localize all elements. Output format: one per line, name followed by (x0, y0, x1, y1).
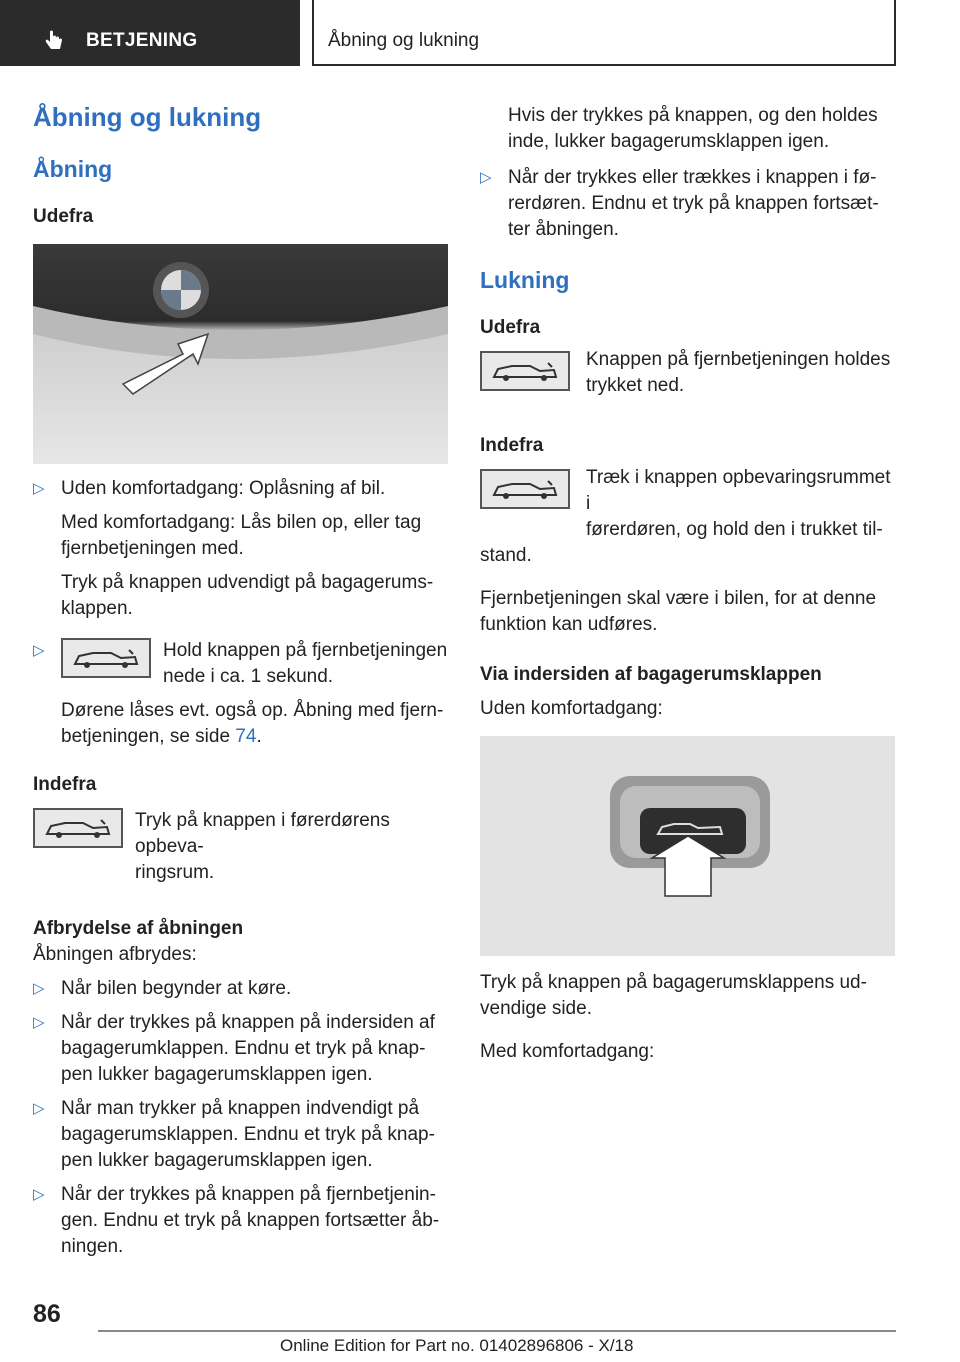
page-header (312, 0, 896, 66)
bullet-triangle-icon: ▷ (480, 169, 492, 186)
bullet-triangle-icon: ▷ (33, 480, 45, 497)
footer-text: Online Edition for Part no. 01402896806 - X/18 (280, 1336, 634, 1355)
list-item: ▷ Når bilen begynder at køre. (33, 976, 449, 1002)
icon-instruction: Tryk på knappen i førerdørens opbeva- ringsrum. (33, 808, 449, 886)
bullet-triangle-icon: ▷ (33, 1186, 45, 1203)
subheading-inside: Indefra (33, 774, 97, 795)
trunk-emblem-photo (33, 244, 448, 464)
list-item: ▷ Når der trykkes på knappen på indersiden af bagagerumklappen. Endnu et tryk på knap- pen lukker bagagerumsklappen igen. (33, 1012, 435, 1085)
section-heading-opening: Åbning (33, 156, 113, 182)
bullet-triangle-icon: ▷ (33, 1100, 45, 1117)
icon-instruction: Knappen på fjernbetjeningen holdes trykket ned. (480, 347, 896, 399)
header-title: Åbning og lukning (328, 30, 480, 51)
trunk-car-icon (480, 351, 570, 391)
intro-text: Åbningen afbrydes: (33, 944, 197, 965)
chapter-tab (0, 0, 300, 66)
trunk-car-icon (61, 638, 151, 678)
list-item: ▷ Når der trykkes eller trækkes i knappen i fø- rerdøren. Endnu et tryk på knappen fortsæt- ter åbningen. (480, 167, 879, 240)
list-item: ▷ Uden komfortadgang: Oplåsning af bil. Med komfortadgang: Lås bilen op, eller tag fjernbetjeningen med. Tryk på knappen udvendigt på bagagerums- klappen. (33, 478, 434, 619)
page-title: Åbning og lukning (33, 102, 262, 132)
subheading-outside: Udefra (33, 206, 94, 227)
list-item: ▷ Når der trykkes på knappen på fjernbetjenin- gen. Endnu et tryk på knappen fortsætter åb- ningen. (33, 1184, 440, 1257)
bullet-triangle-icon: ▷ (33, 980, 45, 997)
continued-text: Hvis der trykkes på knappen, og den holdes inde, lukker bagagerumsklappen igen. (508, 105, 878, 152)
subheading-inside: Indefra (480, 435, 544, 456)
subheading-via-inside: Via indersiden af bagagerumsklappen (480, 664, 822, 685)
subheading-interrupt: Afbrydelse af åbningen (33, 918, 244, 939)
hand-press-icon (42, 29, 66, 53)
page-link[interactable]: 74 (235, 726, 257, 747)
icon-instruction: Træk i knappen opbevaringsrummet i førerdøren, og hold den i trukket til- (480, 465, 896, 543)
trunk-car-icon (480, 469, 570, 509)
list-item: ▷ Hold knappen på fjernbetjeningen nede i ca. 1 sekund. Dørene låses evt. også op. Åbning med fjern- betjeningen, se side 74. (33, 640, 448, 747)
trunk-button-photo (480, 736, 895, 956)
list-item: ▷ Når man trykker på knappen indvendigt på bagagerumsklappen. Endnu et tryk på knap- pen lukker bagagerumsklappen igen. (33, 1098, 435, 1171)
bullet-triangle-icon: ▷ (33, 1014, 45, 1031)
footer-rule (98, 1330, 896, 1332)
left-column (33, 100, 449, 1260)
section-heading-closing: Lukning (480, 267, 570, 293)
chapter-label: BETJENING (86, 30, 198, 51)
trunk-car-icon (33, 808, 123, 848)
bullet-triangle-icon: ▷ (33, 642, 45, 659)
page-number: 86 (33, 1300, 61, 1328)
subheading-outside: Udefra (480, 317, 541, 338)
right-column: Hvis der trykkes på knappen, og den holdes inde, lukker bagagerumsklappen igen. ▷ Når der trykkes eller trækkes i knappen i fø- rerdøren. Endnu et tryk på knappen fortsæt- ter åbningen. Lukning Udefra Knappen på fjernbetjeningen holdes trykket ned. Indefra Træk i knappen opbevaringsrummet i førerdøren, og hold den i trukket til- stand. Fjernbetjeningen skal være i bilen, for at denne funktion kan udføres. Via indersiden af bagagerumsklappen Uden komfortadgang: Tryk på knappen på bagagerumsklappens ud- vendige side. Med komfortadgang: (480, 103, 896, 1065)
